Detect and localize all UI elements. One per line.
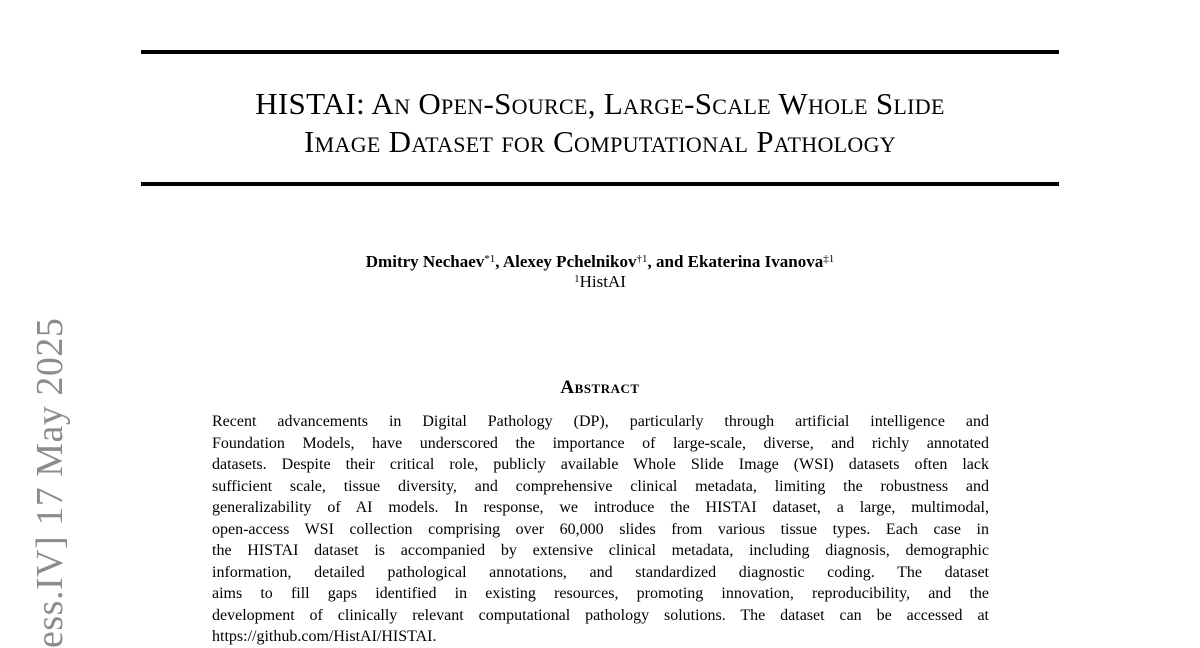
paper-title-line-2: Image Dataset for Computational Pathology (304, 124, 896, 159)
abstract-line: Recent advancements in Digital Pathology (DP), particularly through artificial intelligence and (212, 413, 989, 430)
paper-title (141, 85, 1059, 161)
author-name-1: Dmitry Nechaev (365, 252, 485, 271)
abstract-heading: Abstract (560, 377, 640, 398)
abstract-line: aims to fill gaps identified in existing resources, promoting innovation, reproducibility, and the (212, 585, 989, 602)
arxiv-sidebar-stamp: ess.IV] 17 May 2025 (29, 317, 71, 648)
abstract-line: generalizability of AI models. In response, we introduce the HISTAI dataset, a large, multimodal, (212, 499, 989, 516)
author-name-3: Ekaterina Ivanova (687, 252, 824, 271)
abstract-line: information, detailed pathological annotations, and standardized diagnostic coding. The dataset (212, 563, 989, 581)
title-rule-top (141, 50, 1059, 54)
affiliation-name: HistAI (579, 272, 626, 291)
dataset-link[interactable]: https://github.com/HistAI/HISTAI. (212, 628, 437, 645)
abstract-line: sufficient scale, tissue diversity, and comprehensive clinical metadata, limiting the robustness and (212, 477, 989, 495)
abstract-line: the HISTAI dataset is accompanied by extensive clinical metadata, including diagnosis, demographic (212, 542, 989, 559)
author-name-2: Alexey Pchelnikov (502, 252, 637, 271)
abstract-line: datasets. Despite their critical role, publicly available Whole Slide Image (WSI) datasets often lack (212, 456, 989, 473)
author-list (141, 252, 1059, 272)
affiliation-mark: 1 (574, 273, 580, 285)
title-rule-bottom (141, 182, 1059, 186)
author-mark-1: *1 (484, 253, 496, 265)
paper-title-line-1: HISTAI: An Open-Source, Large-Scale Whole Slide (255, 86, 945, 121)
author-mark-3: ‡1 (823, 253, 835, 265)
abstract-line: development of clinically relevant computational pathology solutions. The dataset can be accessed at (212, 606, 989, 624)
affiliation (141, 272, 1059, 292)
author-mark-2: †1 (636, 253, 648, 265)
abstract-line: Foundation Models, have underscored the importance of large-scale, diverse, and richly annotated (212, 434, 989, 452)
author-separator-2: , and (647, 252, 688, 271)
author-separator-1: , (495, 252, 503, 271)
abstract-body (212, 411, 989, 648)
abstract-line: open-access WSI collection comprising over 60,000 slides from various tissue types. Each case in (212, 520, 989, 538)
